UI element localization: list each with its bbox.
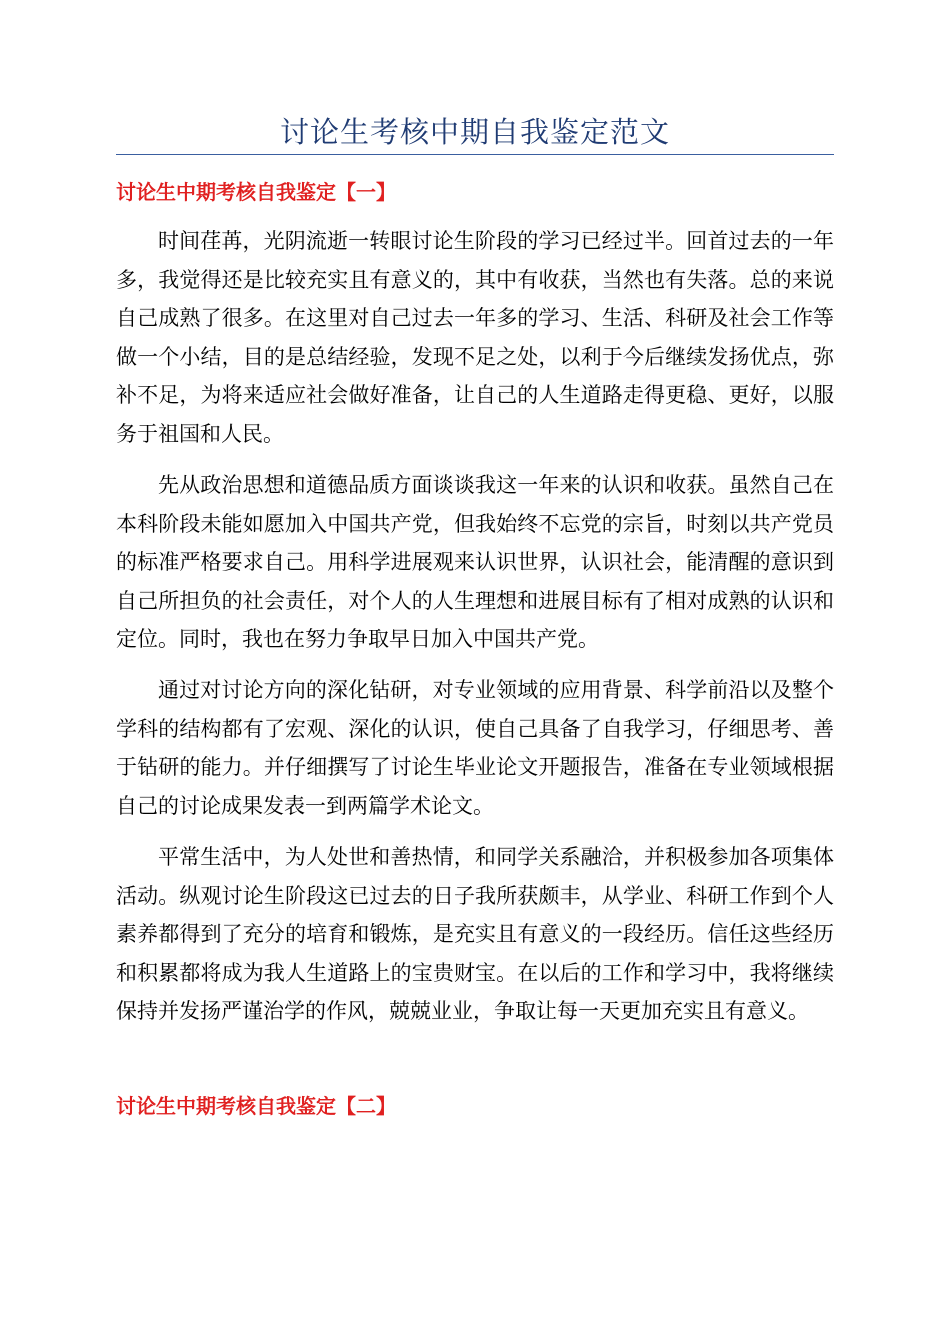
section-heading-2: 讨论生中期考核自我鉴定【二】 bbox=[116, 1094, 396, 1118]
title-underline bbox=[116, 154, 834, 155]
document-title: 讨论生考核中期自我鉴定范文 bbox=[279, 115, 670, 149]
paragraph: 通过对讨论方向的深化钻研，对专业领域的应用背景、科学前沿以及整个学科的结构都有了宏观、深化的认识，使自己具备了自我学习，仔细思考、善于钻研的能力。并仔细撰写了讨论生毕业论文开题报告，准备在专业领域根据自己的讨论成果发表一到两篇学术论文。 bbox=[116, 678, 834, 818]
paragraph: 时间荏苒，光阴流逝一转眼讨论生阶段的学习已经过半。回首过去的一年多，我觉得还是比较充实且有意义的，其中有收获，当然也有失落。总的来说自己成熟了很多。在这里对自己过去一年多的学习、生活、科研及社会工作等做一个小结，目的是总结经验，发现不足之处，以利于今后继续发扬优点，弥补不足，为将来适应社会做好准备，让自己的人生道路走得更稳、更好，以服务于祖国和人民。 bbox=[116, 229, 834, 446]
paragraph: 平常生活中，为人处世和善热情，和同学关系融洽，并积极参加各项集体活动。纵观讨论生阶段这已过去的日子我所获颇丰，从学业、科研工作到个人素养都得到了充分的培育和锻炼，是充实且有意义的一段经历。信任这些经历和积累都将成为我人生道路上的宝贵财宝。在以后的工作和学习中，我将继续保持并发扬严谨治学的作风，兢兢业业，争取让每一天更加充实且有意义。 bbox=[116, 845, 834, 1023]
paragraph: 先从政治思想和道德品质方面谈谈我这一年来的认识和收获。虽然自己在本科阶段未能如愿加入中国共产党，但我始终不忘党的宗旨，时刻以共产党员的标准严格要求自己。用科学进展观来认识世界，认识社会，能清醒的意识到自己所担负的社会责任，对个人的人生理想和进展目标有了相对成熟的认识和定位。同时，我也在努力争取早日加入中国共产党。 bbox=[116, 473, 834, 651]
section-heading-1: 讨论生中期考核自我鉴定【一】 bbox=[116, 180, 396, 204]
